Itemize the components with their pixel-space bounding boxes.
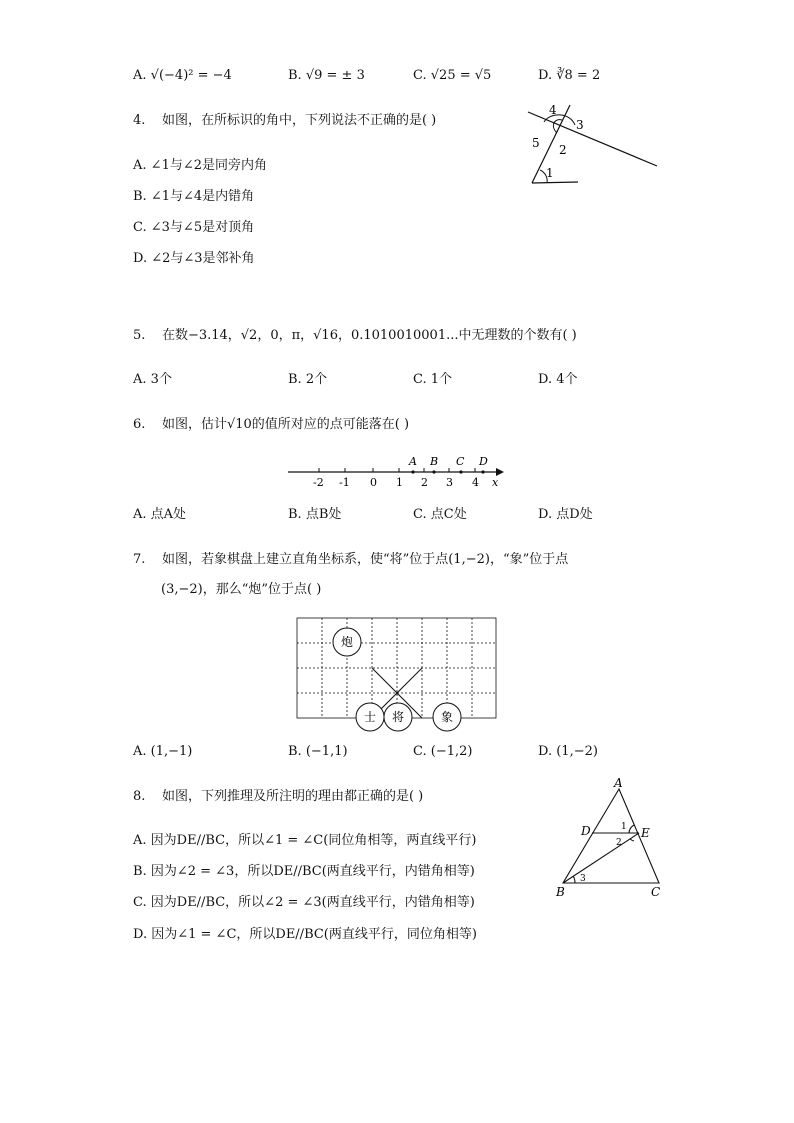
- q5-stem: 5. 在数−3.14，√2，0，π，√16，0.1010010001...中无理数的个数有( ): [133, 328, 577, 343]
- q5-option-a: A. 3个: [133, 372, 172, 387]
- q6-number-line: [284, 452, 506, 494]
- q8-triangle-figure: [550, 775, 670, 900]
- q8-option-a: A. 因为DE//BC，所以∠1 = ∠C(同位角相等，两直线平行): [133, 833, 477, 848]
- angle-label-2: 2: [616, 838, 622, 848]
- q5-option-d: D. 4个: [538, 372, 578, 387]
- q7-stem-line1: 7. 如图，若象棋盘上建立直角坐标系，使“将”位于点(1,−2)，“象”位于点: [133, 552, 569, 567]
- q8-option-b: B. 因为∠2 = ∠3，所以DE//BC(两直线平行，内错角相等): [133, 864, 475, 879]
- vertex-label-c: C: [651, 885, 661, 899]
- point-b-label: B: [430, 455, 439, 468]
- vertex-label-d: D: [581, 824, 591, 838]
- q8-option-d: D. 因为∠1 = ∠C，所以DE//BC(两直线平行，同位角相等): [133, 927, 477, 942]
- axis-tick-label: -1: [339, 476, 350, 489]
- angle-label-3: 3: [580, 874, 586, 884]
- q3-option-a: A. √(−4)² = −4: [133, 68, 232, 83]
- q4-number: 4.: [133, 113, 146, 128]
- q4-option-b: B. ∠1与∠4是内错角: [133, 189, 255, 204]
- q7-option-b: B. (−1,1): [288, 744, 348, 759]
- point-d: [481, 470, 484, 473]
- q3-option-d: D. ∛8 = 2: [538, 68, 601, 83]
- q7-option-a: A. (1,−1): [133, 744, 193, 759]
- angle-label-1: 1: [621, 822, 627, 832]
- q6-option-d: D. 点D处: [538, 507, 593, 522]
- q4-option-c: C. ∠3与∠5是对顶角: [133, 220, 255, 235]
- axis-arrow-icon: [496, 468, 504, 476]
- q5-number: 5.: [133, 328, 146, 343]
- chess-piece-label: 士: [363, 710, 377, 724]
- q6-stem: 6. 如图，估计√10的值所对应的点可能落在( ): [133, 417, 410, 432]
- q7-option-d: D. (1,−2): [538, 744, 598, 759]
- q4-angle-label-3: 3: [576, 118, 584, 132]
- q6-number: 6.: [133, 417, 146, 432]
- point-b: [432, 470, 435, 473]
- axis-tick-label: 4: [472, 476, 479, 489]
- q7-option-c: C. (−1,2): [413, 744, 473, 759]
- axis-tick-label: -2: [313, 476, 324, 489]
- point-c: [459, 470, 462, 473]
- q4-stem: 4. 如图，在所标识的角中，下列说法不正确的是( ): [133, 113, 437, 128]
- q4-option-a: A. ∠1与∠2是同旁内角: [133, 158, 267, 173]
- vertex-label-b: B: [556, 885, 565, 899]
- vertex-label-e: E: [641, 826, 650, 840]
- axis-tick-label: 0: [370, 476, 377, 489]
- q6-option-c: C. 点C处: [413, 507, 467, 522]
- q4-angle-label-4: 4: [549, 103, 557, 117]
- q7-stem-line2: (3,−2)，那么“炮”位于点( ): [161, 582, 322, 597]
- q5-option-b: B. 2个: [288, 372, 328, 387]
- q8-option-c: C. 因为DE//BC，所以∠2 = ∠3(两直线平行，内错角相等): [133, 895, 475, 910]
- chess-piece-label: 炮: [340, 635, 354, 649]
- q8-number: 8.: [133, 789, 146, 804]
- axis-tick-label: 1: [396, 476, 403, 489]
- q3-option-c: C. √25 = √5: [413, 68, 492, 83]
- chess-piece-label: 象: [440, 710, 454, 724]
- q6-option-b: B. 点B处: [288, 507, 342, 522]
- q4-angle-label-2: 2: [559, 143, 567, 157]
- axis-tick-label: 3: [446, 476, 453, 489]
- q7-chessboard-figure: [290, 612, 504, 738]
- vertex-label-a: A: [614, 776, 623, 790]
- q7-number: 7.: [133, 552, 146, 567]
- point-c-label: C: [456, 455, 465, 468]
- q3-option-b: B. √9 = ± 3: [288, 68, 365, 83]
- point-a: [411, 470, 414, 473]
- axis-tick-label: 2: [421, 476, 428, 489]
- point-d-label: D: [479, 455, 488, 468]
- q6-option-a: A. 点A处: [133, 507, 187, 522]
- chess-piece-label: 将: [391, 710, 405, 724]
- q4-angle-label-1: 1: [546, 166, 554, 180]
- q5-option-c: C. 1个: [413, 372, 453, 387]
- q8-stem: 8. 如图，下列推理及所注明的理由都正确的是( ): [133, 789, 424, 804]
- q4-angle-label-5: 5: [532, 136, 540, 150]
- q4-angle-figure: [520, 100, 665, 190]
- point-a-label: A: [409, 455, 417, 468]
- q4-option-d: D. ∠2与∠3是邻补角: [133, 251, 255, 266]
- axis-variable-label: x: [492, 476, 499, 489]
